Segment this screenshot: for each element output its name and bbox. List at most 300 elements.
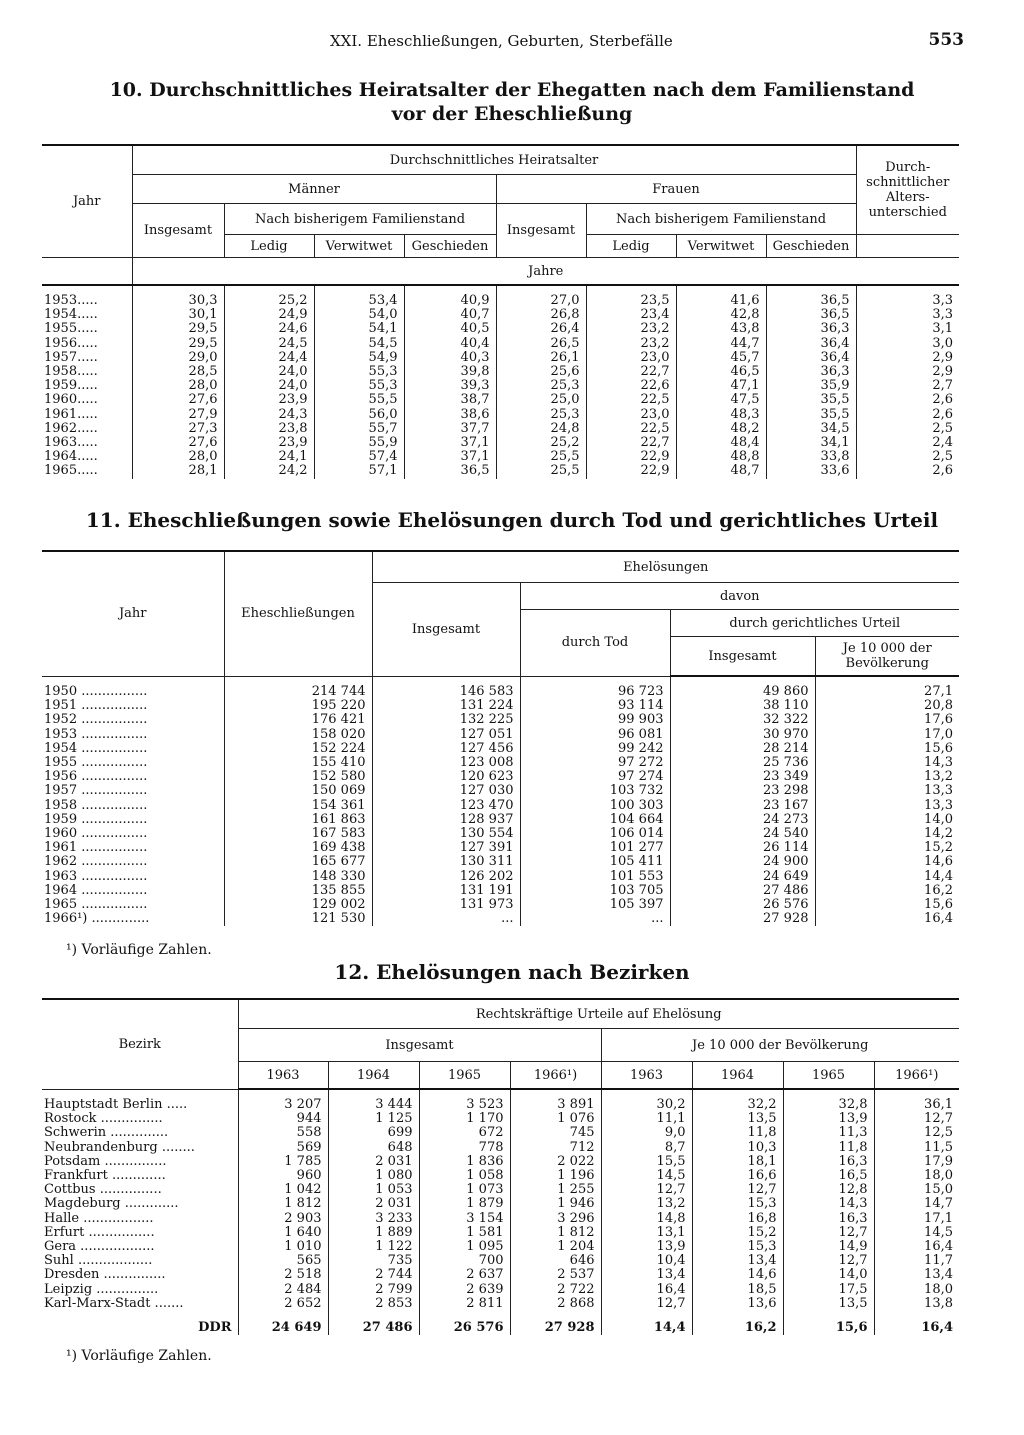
table-row — [42, 756, 959, 770]
cell-value: 104 664 — [520, 813, 670, 827]
col-e-insgesamt: Insgesamt — [372, 583, 520, 677]
table-row — [42, 1240, 959, 1254]
col-je-10000: Je 10 000 der Bevölkerung — [601, 1029, 959, 1062]
cell-value: 1 204 — [510, 1240, 601, 1254]
cell-value: 33,8 — [766, 450, 856, 464]
cell-value: 40,7 — [404, 308, 496, 322]
cell-value: 22,7 — [586, 365, 676, 379]
cell-value: 97 272 — [520, 756, 670, 770]
cell-value: 127 030 — [372, 784, 520, 798]
cell-value: 1 053 — [328, 1183, 419, 1197]
cell-value: 131 224 — [372, 699, 520, 713]
table-row — [42, 784, 959, 798]
table-10-title — [0, 78, 1024, 126]
table-row — [42, 393, 959, 407]
cell-value: 120 623 — [372, 770, 520, 784]
cell-value: 23,4 — [586, 308, 676, 322]
cell-value: 27,9 — [132, 408, 224, 422]
cell-value: 11,7 — [874, 1254, 959, 1268]
cell-value: 2,6 — [856, 408, 959, 422]
cell-value: 565 — [238, 1254, 328, 1268]
cell-value: 16,2 — [815, 884, 959, 898]
cell-value: 15,6 — [815, 898, 959, 912]
cell-value: 99 242 — [520, 742, 670, 756]
cell-value: 16,6 — [692, 1169, 783, 1183]
table-row — [42, 408, 959, 422]
col-je-10000: Je 10 000 der Bevölkerung — [815, 637, 959, 677]
table-row — [42, 322, 959, 336]
total-value: 16,2 — [692, 1311, 783, 1335]
total-row — [42, 1311, 959, 1335]
cell-value: 14,9 — [783, 1240, 874, 1254]
cell-value: 154 361 — [224, 799, 372, 813]
col-davon: davon — [520, 583, 959, 610]
cell-value: 14,7 — [874, 1197, 959, 1211]
cell-value: 13,2 — [601, 1197, 692, 1211]
table-row — [42, 827, 959, 841]
row-label: Cottbus ............... — [44, 1182, 162, 1198]
row-label: Potsdam ............... — [44, 1153, 167, 1169]
cell-value: 1 879 — [419, 1197, 510, 1211]
cell-value: 99 903 — [520, 713, 670, 727]
table-row — [42, 1141, 959, 1155]
table-row — [42, 884, 959, 898]
cell-value: 47,5 — [676, 393, 766, 407]
cell-value: 17,1 — [874, 1212, 959, 1226]
cell-value: 13,9 — [783, 1112, 874, 1126]
row-label: 1956 ................ — [44, 769, 148, 785]
row-label: 1961..... — [44, 406, 98, 422]
cell-value: 32 322 — [670, 713, 815, 727]
row-label: Halle ................. — [44, 1210, 154, 1226]
cell-value: 14,8 — [601, 1212, 692, 1226]
cell-value: 745 — [510, 1126, 601, 1140]
row-label: Erfurt ................ — [44, 1224, 155, 1240]
table-row — [42, 1297, 959, 1311]
table-row — [42, 285, 959, 308]
cell-value: 123 008 — [372, 756, 520, 770]
cell-value: 1 812 — [510, 1226, 601, 1240]
cell-value: 96 081 — [520, 728, 670, 742]
cell-value: 148 330 — [224, 870, 372, 884]
cell-value: 40,3 — [404, 351, 496, 365]
cell-value: 15,5 — [601, 1155, 692, 1169]
cell-value: 23 349 — [670, 770, 815, 784]
cell-value: 55,7 — [314, 422, 404, 436]
cell-value: 30,3 — [132, 285, 224, 308]
table-row — [42, 742, 959, 756]
cell-value: 778 — [419, 1141, 510, 1155]
table-row — [42, 813, 959, 827]
cell-value: 1 058 — [419, 1169, 510, 1183]
cell-value: 18,0 — [874, 1169, 959, 1183]
cell-value: 1 640 — [238, 1226, 328, 1240]
cell-value: 3 296 — [510, 1212, 601, 1226]
row-label: 1963 ................ — [44, 868, 148, 884]
cell-value: 103 705 — [520, 884, 670, 898]
cell-value: 26,1 — [496, 351, 586, 365]
cell-value: 558 — [238, 1126, 328, 1140]
col-m-ledig: Ledig — [224, 235, 314, 258]
col-f-insgesamt: Insgesamt — [496, 204, 586, 258]
cell-value: 17,6 — [815, 713, 959, 727]
row-label: 1960..... — [44, 392, 98, 408]
cell-value: 3 891 — [510, 1089, 601, 1112]
cell-value: 3,3 — [856, 285, 959, 308]
cell-value: 152 580 — [224, 770, 372, 784]
cell-value: 18,0 — [874, 1283, 959, 1297]
table-row — [42, 770, 959, 784]
row-label: Magdeburg ............. — [44, 1196, 179, 1212]
table-row — [42, 422, 959, 436]
cell-value: 14,5 — [874, 1226, 959, 1240]
cell-value: 13,8 — [874, 1297, 959, 1311]
cell-value: 648 — [328, 1141, 419, 1155]
cell-value: 13,4 — [601, 1268, 692, 1282]
row-label: 1958..... — [44, 364, 98, 380]
col-gerichtliches-urteil: durch gerichtliches Urteil — [670, 610, 959, 637]
cell-value: 44,7 — [676, 337, 766, 351]
cell-value: 55,3 — [314, 365, 404, 379]
cell-value: 37,7 — [404, 422, 496, 436]
cell-value: 23,0 — [586, 408, 676, 422]
cell-value: 16,3 — [783, 1212, 874, 1226]
cell-value: 15,2 — [692, 1226, 783, 1240]
cell-value: 22,9 — [586, 464, 676, 478]
cell-value: 36,4 — [766, 351, 856, 365]
cell-value: 55,5 — [314, 393, 404, 407]
row-label: 1955..... — [44, 321, 98, 337]
cell-value: 27,1 — [815, 676, 959, 699]
col-bezirk: Bezirk — [42, 999, 238, 1089]
table-row — [42, 855, 959, 869]
cell-value: 12,7 — [601, 1297, 692, 1311]
running-head: XXI. Eheschließungen, Geburten, Sterbefälle — [330, 32, 673, 50]
cell-value: 15,3 — [692, 1197, 783, 1211]
cell-value: 2,6 — [856, 464, 959, 478]
col-jahr: Jahr — [42, 551, 224, 676]
cell-value: 2 903 — [238, 1212, 328, 1226]
cell-value: 29,5 — [132, 337, 224, 351]
cell-value: 23,2 — [586, 337, 676, 351]
cell-value: 15,0 — [874, 1183, 959, 1197]
total-label: DDR — [198, 1320, 232, 1336]
page-number: 553 — [928, 30, 964, 50]
cell-value: 131 191 — [372, 884, 520, 898]
cell-value: 55,3 — [314, 379, 404, 393]
cell-value: 36,1 — [874, 1089, 959, 1112]
table-row — [42, 1126, 959, 1140]
cell-value: 13,3 — [815, 784, 959, 798]
cell-value: 54,1 — [314, 322, 404, 336]
row-label: 1952 ................ — [44, 712, 148, 728]
col-year: 1965 — [419, 1062, 510, 1090]
cell-value: 11,1 — [601, 1112, 692, 1126]
table-row — [42, 1268, 959, 1282]
cell-value: 57,4 — [314, 450, 404, 464]
col-year: 1964 — [328, 1062, 419, 1090]
cell-value: 24,0 — [224, 365, 314, 379]
table-row — [42, 898, 959, 912]
cell-value: 24,6 — [224, 322, 314, 336]
table-10-title-line1: 10. Durchschnittliches Heiratsalter der Ehegatten nach dem Familienstand — [109, 79, 915, 101]
row-label: 1965 ................ — [44, 897, 148, 913]
cell-value: 36,3 — [766, 365, 856, 379]
cell-value: 26,8 — [496, 308, 586, 322]
cell-value: 1 836 — [419, 1155, 510, 1169]
cell-value: 3 207 — [238, 1089, 328, 1112]
cell-value: 17,0 — [815, 728, 959, 742]
cell-value: 14,2 — [815, 827, 959, 841]
cell-value: 40,4 — [404, 337, 496, 351]
cell-value: 24 900 — [670, 855, 815, 869]
cell-value: 2 868 — [510, 1297, 601, 1311]
total-value: 27 486 — [328, 1311, 419, 1335]
cell-value: 24,3 — [224, 408, 314, 422]
cell-value: 105 411 — [520, 855, 670, 869]
cell-value: 47,1 — [676, 379, 766, 393]
cell-value: 2,9 — [856, 351, 959, 365]
cell-value: 38,6 — [404, 408, 496, 422]
cell-value: 24,5 — [224, 337, 314, 351]
cell-value: 123 470 — [372, 799, 520, 813]
cell-value: 14,4 — [815, 870, 959, 884]
cell-value: 152 224 — [224, 742, 372, 756]
cell-value: 30 970 — [670, 728, 815, 742]
cell-value: 28,1 — [132, 464, 224, 478]
cell-value: 2 811 — [419, 1297, 510, 1311]
cell-value: 101 553 — [520, 870, 670, 884]
cell-value: 699 — [328, 1126, 419, 1140]
cell-value: 54,5 — [314, 337, 404, 351]
cell-value: 569 — [238, 1141, 328, 1155]
cell-value: 24,9 — [224, 308, 314, 322]
cell-value: 93 114 — [520, 699, 670, 713]
cell-value: 27,6 — [132, 436, 224, 450]
cell-value: 23,2 — [586, 322, 676, 336]
cell-value: 25,2 — [224, 285, 314, 308]
cell-value: 35,5 — [766, 408, 856, 422]
cell-value: 3,0 — [856, 337, 959, 351]
table-10-body — [42, 285, 959, 479]
table-row — [42, 912, 959, 926]
cell-value: 30,1 — [132, 308, 224, 322]
cell-value: 214 744 — [224, 676, 372, 699]
cell-value: 2 637 — [419, 1268, 510, 1282]
cell-value: 48,8 — [676, 450, 766, 464]
table-row — [42, 1112, 959, 1126]
cell-value: 3 154 — [419, 1212, 510, 1226]
col-m-insgesamt: Insgesamt — [132, 204, 224, 258]
cell-value: 127 051 — [372, 728, 520, 742]
cell-value: 2 853 — [328, 1297, 419, 1311]
cell-value: 2 031 — [328, 1197, 419, 1211]
cell-value: 36,4 — [766, 337, 856, 351]
cell-value: 15,6 — [815, 742, 959, 756]
cell-value: 30,2 — [601, 1089, 692, 1112]
cell-value: 2,9 — [856, 365, 959, 379]
row-label: Frankfurt ............. — [44, 1168, 166, 1184]
cell-value: 41,6 — [676, 285, 766, 308]
cell-value: 27,0 — [496, 285, 586, 308]
cell-value: 13,9 — [601, 1240, 692, 1254]
cell-value: 11,8 — [783, 1141, 874, 1155]
cell-value: 2 484 — [238, 1283, 328, 1297]
total-value: 14,4 — [601, 1311, 692, 1335]
cell-value: 15,2 — [815, 841, 959, 855]
cell-value: 1 080 — [328, 1169, 419, 1183]
cell-value: 28 214 — [670, 742, 815, 756]
cell-value: 26 114 — [670, 841, 815, 855]
table-11-title: 11. Eheschließungen sowie Ehelösungen durch Tod und gerichtliches Urteil — [85, 508, 939, 532]
cell-value: 20,8 — [815, 699, 959, 713]
cell-value: 27,6 — [132, 393, 224, 407]
cell-value: 24,8 — [496, 422, 586, 436]
cell-value: 100 303 — [520, 799, 670, 813]
cell-value: 24 540 — [670, 827, 815, 841]
cell-value: 24 273 — [670, 813, 815, 827]
cell-value: 34,5 — [766, 422, 856, 436]
row-label: Dresden ............... — [44, 1267, 166, 1283]
cell-value: 17,5 — [783, 1283, 874, 1297]
cell-value: 2 022 — [510, 1155, 601, 1169]
table-row — [42, 870, 959, 884]
cell-value: 43,8 — [676, 322, 766, 336]
cell-value: 121 530 — [224, 912, 372, 926]
cell-value: 32,2 — [692, 1089, 783, 1112]
cell-value: 1 812 — [238, 1197, 328, 1211]
cell-value: 128 937 — [372, 813, 520, 827]
cell-value: 2 031 — [328, 1155, 419, 1169]
cell-value: 10,4 — [601, 1254, 692, 1268]
cell-value: 24,0 — [224, 379, 314, 393]
cell-value: 25,5 — [496, 450, 586, 464]
cell-value: 14,6 — [815, 855, 959, 869]
table-row — [42, 308, 959, 322]
cell-value: 36,3 — [766, 322, 856, 336]
col-eheschliessungen: Eheschließungen — [224, 551, 372, 676]
col-avg-heiratsalter: Durchschnittliches Heiratsalter — [132, 145, 856, 175]
cell-value: 55,9 — [314, 436, 404, 450]
cell-value: 126 202 — [372, 870, 520, 884]
cell-value: 22,5 — [586, 422, 676, 436]
cell-value: 29,0 — [132, 351, 224, 365]
cell-value: 25,3 — [496, 379, 586, 393]
cell-value: 27,3 — [132, 422, 224, 436]
cell-value: 13,1 — [601, 1226, 692, 1240]
table-row — [42, 379, 959, 393]
row-label: Karl-Marx-Stadt ....... — [44, 1295, 184, 1311]
row-label: 1951 ................ — [44, 698, 148, 714]
cell-value: 53,4 — [314, 285, 404, 308]
cell-value: 700 — [419, 1254, 510, 1268]
table-row — [42, 1226, 959, 1240]
cell-value: 169 438 — [224, 841, 372, 855]
cell-value: 38 110 — [670, 699, 815, 713]
table-row — [42, 1155, 959, 1169]
cell-value: 12,7 — [692, 1183, 783, 1197]
cell-value: 132 225 — [372, 713, 520, 727]
table-10 — [42, 144, 959, 479]
cell-value: 24,2 — [224, 464, 314, 478]
row-label: 1950 ................ — [44, 683, 148, 699]
col-year: 1965 — [783, 1062, 874, 1090]
cell-value: 2,5 — [856, 450, 959, 464]
table-12-title: 12. Ehelösungen nach Bezirken — [334, 960, 690, 984]
cell-value: 49 860 — [670, 676, 815, 699]
table-row — [42, 841, 959, 855]
cell-value: 23,0 — [586, 351, 676, 365]
cell-value: 2 799 — [328, 1283, 419, 1297]
cell-value: 165 677 — [224, 855, 372, 869]
row-label: 1953..... — [44, 293, 98, 308]
cell-value: 1 010 — [238, 1240, 328, 1254]
cell-value: 36,5 — [766, 285, 856, 308]
cell-value: 944 — [238, 1112, 328, 1126]
table-row — [42, 450, 959, 464]
cell-value: 27 486 — [670, 884, 815, 898]
cell-value: 3 233 — [328, 1212, 419, 1226]
row-label: 1964..... — [44, 449, 98, 465]
table-row — [42, 365, 959, 379]
cell-value: 1 076 — [510, 1112, 601, 1126]
cell-value: 25,0 — [496, 393, 586, 407]
row-label: 1957 ................ — [44, 783, 148, 799]
col-m-nach-familienstand: Nach bisherigem Familienstand — [224, 204, 496, 235]
cell-value: 97 274 — [520, 770, 670, 784]
row-label: Schwerin .............. — [44, 1125, 169, 1141]
cell-value: 150 069 — [224, 784, 372, 798]
cell-value: 34,1 — [766, 436, 856, 450]
table-row — [42, 676, 959, 699]
cell-value: 22,5 — [586, 393, 676, 407]
cell-value: 127 456 — [372, 742, 520, 756]
cell-value: 25,5 — [496, 464, 586, 478]
cell-value: 48,3 — [676, 408, 766, 422]
cell-value: 1 196 — [510, 1169, 601, 1183]
total-value: 27 928 — [510, 1311, 601, 1335]
cell-value: 25,6 — [496, 365, 586, 379]
table-row — [42, 699, 959, 713]
cell-value: 22,7 — [586, 436, 676, 450]
cell-value: 35,5 — [766, 393, 856, 407]
cell-value: 11,8 — [692, 1126, 783, 1140]
table-row — [42, 1183, 959, 1197]
cell-value: 28,0 — [132, 379, 224, 393]
cell-value: 176 421 — [224, 713, 372, 727]
cell-value: 2,5 — [856, 422, 959, 436]
cell-value: 14,0 — [815, 813, 959, 827]
row-label: 1953 ................ — [44, 726, 148, 742]
col-insgesamt: Insgesamt — [238, 1029, 601, 1062]
cell-value: 146 583 — [372, 676, 520, 699]
row-label: 1962 ................ — [44, 854, 148, 870]
cell-value: 1 125 — [328, 1112, 419, 1126]
row-label: 1956..... — [44, 335, 98, 351]
cell-value: 2,6 — [856, 393, 959, 407]
col-frauen: Frauen — [496, 175, 856, 204]
table-row — [42, 713, 959, 727]
cell-value: 25 736 — [670, 756, 815, 770]
cell-value: 1 581 — [419, 1226, 510, 1240]
cell-value: 28,5 — [132, 365, 224, 379]
cell-value: 40,9 — [404, 285, 496, 308]
cell-value: 1 042 — [238, 1183, 328, 1197]
cell-value: 96 723 — [520, 676, 670, 699]
table-11-footnote: ¹) Vorläufige Zahlen. — [66, 942, 212, 958]
cell-value: 22,6 — [586, 379, 676, 393]
col-year: 1966¹) — [874, 1062, 959, 1090]
